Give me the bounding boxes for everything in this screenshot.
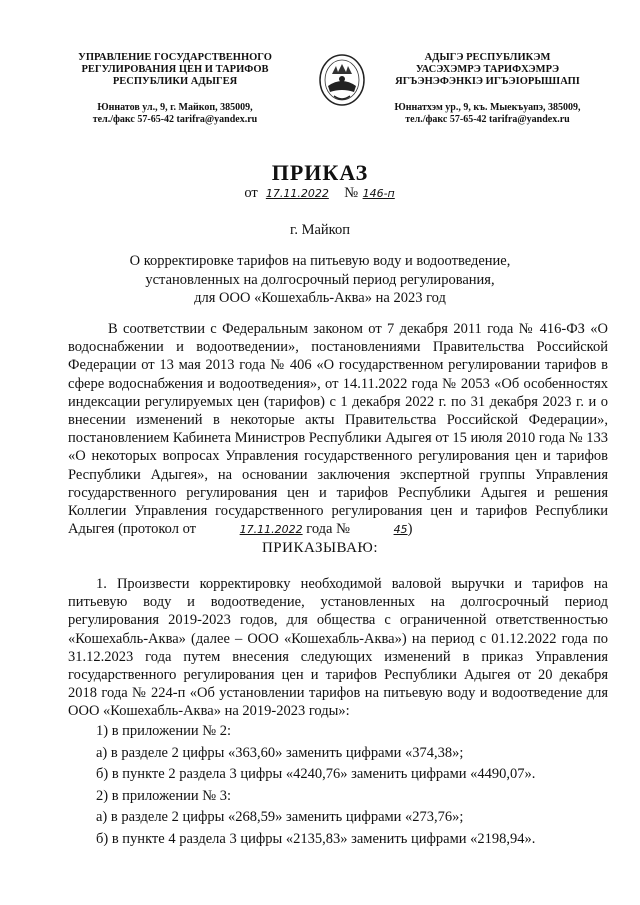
preamble-text: В соответствии с Федеральным законом от 7 декабря 2011 года № 416-ФЗ «О водоснабжении и водоотведении», постановлениями Правительства Российской Федерации от 13 мая 2013 года № 406 «О государственном регулировании тарифов в сфере водоснабжения и водоотведения», от 14.11.2022 года № 2053 «Об особенностях индексации регулируемых цен (тарифов) с 1 декабря 2022 г. по 31 декабря 2023 г. и о внесении изменений в некоторые акты Правительства Российской Федерации», постановлением Кабинета Министров Республики Адыгея от 15 июля 2010 года № 133 «О некоторых вопросах Управления государственного регулирования цен и тарифов Республики Адыгея», на основании заключения экспертной группы Управления государственного регулирования цен и тарифов Республики Адыгея и решения Коллегии Управления государственного регулирования цен и тарифов Республики Адыгея (протокол от (68, 321, 608, 538)
header-right-org-line1: АДЫГЭ РЕСПУБЛИКЭМ (424, 52, 551, 63)
city-line: г. Майкоп (290, 222, 350, 238)
number-prefix: № (344, 185, 359, 201)
header-left-org-line1: УПРАВЛЕНИЕ ГОСУДАРСТВЕННОГО (78, 52, 272, 63)
header-left-org-line2: РЕГУЛИРОВАНИЯ ЦЕН И ТАРИФОВ (81, 64, 269, 75)
header-left-contacts: тел./факс 57-65-42 tarifra@yandex.ru (92, 114, 258, 125)
order-subject (60, 252, 580, 308)
subject-line3: для ООО «Кошехабль-Аква» на 2023 год (194, 290, 446, 306)
header-left-address: Юннатов ул., 9, г. Майкоп, 385009, (97, 102, 253, 113)
list-item: 2) в приложении № 3: (96, 787, 231, 804)
protocol-date-handwritten: 17.11.2022 (239, 523, 303, 537)
date-prefix: от (244, 185, 258, 201)
header-right-contacts: тел./факс 57-65-42 tarifra@yandex.ru (405, 114, 570, 125)
orders-heading: ПРИКАЗЫВАЮ: (261, 540, 379, 556)
subject-line1: О корректировке тарифов на питьевую воду и водоотведение, (129, 253, 511, 269)
document-title: ПРИКАЗ (271, 160, 369, 185)
order-number-handwritten: 146-п (362, 187, 395, 200)
list-item: 1) в приложении № 2: (96, 723, 231, 739)
protocol-number-handwritten: 45 (393, 523, 408, 537)
changes-list (68, 721, 608, 850)
list-item: а) в разделе 2 цифры «363,60» заменить цифрами «374,38»; (96, 744, 464, 761)
point-1-paragraph (68, 575, 608, 721)
header-right-org-line3: ЯГЪЭНЭФЭНКІЭ ИГЪЭІОРЫШІАПІ (395, 76, 580, 87)
header-right-block (370, 52, 605, 126)
preamble-end: ) (407, 521, 413, 538)
header-right-org-line2: УАСЭХЭМРЭ ТАРИФХЭМРЭ (415, 64, 560, 75)
order-date-number (0, 185, 640, 202)
list-item: б) в пункте 4 раздела 3 цифры «2135,83» заменить цифрами «2198,94». (96, 830, 536, 847)
subject-line2: установленных на долгосрочный период регулирования, (145, 271, 495, 288)
coat-of-arms-icon (318, 52, 366, 107)
preamble-paragraph (68, 320, 608, 539)
header-left-org-line3: РЕСПУБЛИКИ АДЫГЕЯ (112, 76, 238, 87)
point-1-text: 1. Произвести корректировку необходимой валовой выручки и тарифов на питьевую воду и водоотведение, установленных на долгосрочный период регулирования 2019-2023 годов, для общества с ограниченной ответственностью «Кошехабль-Аква» (далее – ООО «Кошехабль-Аква») на период с 01.12.2022 года по 31.12.2023 года путем внесения следующих изменений в приказ Управления государственного регулирования цен и тарифов Республики Адыгея от 20 декабря 2018 года № 224-п «Об установлении тарифов на питьевую воду и водоотведение для ООО «Кошехабль-Аква» на 2019-2023 годы»: (68, 576, 608, 720)
preamble-year: года № (306, 521, 350, 538)
header-left-block (50, 52, 300, 126)
list-item: б) в пункте 2 раздела 3 цифры «4240,76» заменить цифрами «4490,07». (96, 766, 536, 782)
order-date-handwritten: 17.11.2022 (265, 187, 329, 200)
header-right-address: Юннатхэм ур., 9, къ. Мыекъуапэ, 385009, (394, 102, 581, 113)
list-item: а) в разделе 2 цифры «268,59» заменить цифрами «273,76»; (96, 809, 464, 825)
